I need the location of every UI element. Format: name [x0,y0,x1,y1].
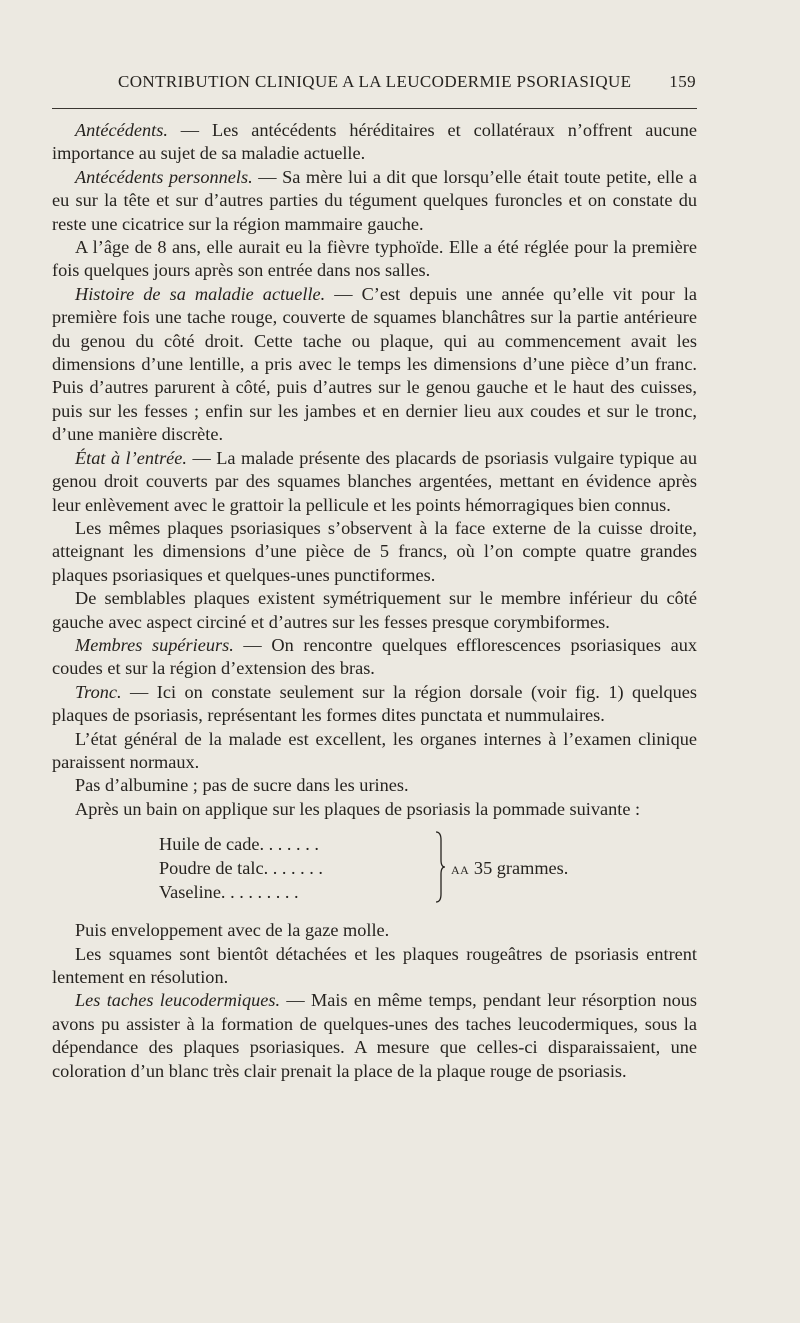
paragraph [52,989,697,1083]
paragraph-text: — Sa mère lui a dit que lorsqu’elle était toute petite, elle a eu sur la tête et sur d’autres parties du tégument quelques furoncles et on constate du reste une cicatrice sur la région mammaire gauche. [52,166,698,234]
paragraph [52,774,697,797]
paragraph [52,447,697,517]
paragraph-lead: Antécédents. [75,120,168,140]
running-head [118,72,696,96]
paragraph-text: A l’âge de 8 ans, elle aurait eu la fièvre typhoïde. Elle a été réglée pour la première fois quelques jours après son entrée dans nos salles. [52,237,697,281]
paragraph-lead: Antécédents personnels. [75,166,253,187]
paragraph-lead: Membres supérieurs. [75,634,234,655]
paragraph-text: Les squames sont bientôt détachées et les plaques rougeâtres de psoriasis entrent lentement en résolution. [52,943,697,987]
paragraph-text: Après un bain on applique sur les plaques de psoriasis la pommade suivante : [75,798,641,819]
paragraph-text: Pas d’albumine ; pas de sucre dans les urines. [75,775,409,796]
paragraph-text: Puis enveloppement avec de la gaze molle. [75,920,390,941]
paragraph-text: L’état général de la malade est excellent, les organes internes à l’examen clinique paraissent normaux. [52,728,697,772]
body-text [52,119,697,1083]
page-number: 159 [669,72,696,91]
paragraph-text: — C’est depuis une année qu’elle vit pour la première fois une tache rouge, couverte de squames blanchâtres sur la partie antérieure du genou du côté droit. Cette tache ou plaque, qui au commencement avait les dimensions d’une lentille, a pris avec le temps les dimensions d’une pièce d’un franc. Puis d’autres parurent à côté, puis d’autres sur le genou gauche et le haut des cuisses, puis sur les fesses ; enfin sur les jambes et en dernier lieu aux coudes et sur le tronc, d’une manière discrète. [52,283,697,445]
formula-quantity-prefix: AA [451,863,470,878]
paragraph [52,728,697,775]
paragraph-text: De semblables plaques existent symétriquement sur le membre inférieur du côté gauche avec aspect circiné et d’autres sur les fesses presque corymbiformes. [52,588,697,632]
paragraph [52,119,697,166]
right-brace-icon [435,830,445,904]
formula-ingredient: Vaseline. . . . . . . . . [159,882,299,903]
paragraph-lead: Les taches leucodermiques. [75,990,281,1011]
running-head-title: CONTRIBUTION CLINIQUE A LA LEUCODERMIE PSORIASIQUE [118,72,632,91]
formula-quantity [451,856,568,882]
paragraph-text: — On rencontre quelques efflorescences psoriasiques aux coudes et sur la région d’extension des bras. [52,634,697,679]
paragraph [52,919,697,942]
paragraph-lead: Tronc. [75,681,122,702]
paragraph [52,283,697,447]
header-rule [52,108,697,109]
formula-quantity-value: 35 grammes. [473,858,569,879]
paragraph-text: — La malade présente des placards de psoriasis vulgaire typique au genou droit couverts par des squames blanches argentées, mettant en évidence après leur enlèvement avec le grattoir la pellicule et les points hémorragiques bien connus. [52,447,697,515]
ointment-formula [159,832,697,910]
paragraph [52,681,697,728]
paragraph [52,943,697,990]
paragraph [52,798,697,821]
paragraph-text: Les mêmes plaques psoriasiques s’observent à la face externe de la cuisse droite, atteignant les dimensions d’une pièce de 5 francs, où l’on compte quatre grandes plaques psoriasiques et quelques-unes punctiformes. [52,517,697,585]
paragraph-lead: État à l’entrée. [75,447,187,468]
paragraph [52,236,697,283]
paragraph-lead: Histoire de sa maladie actuelle. [75,283,326,304]
formula-ingredient: Poudre de talc. . . . . . . [159,858,323,879]
paragraph [52,166,697,236]
paragraph-text: — Ici on constate seulement sur la région dorsale (voir fig. 1) quelques plaques de psoriasis, représentant les formes dites punctata et nummulaires. [52,681,697,726]
paragraph [52,587,697,634]
paragraph [52,517,697,587]
formula-ingredient: Huile de cade. . . . . . . [159,834,319,855]
paragraph-text: — Mais en même temps, pendant leur résorption nous avons pu assister à la formation de quelques-unes des taches leucodermiques, sous la dépendance des plaques psoriasiques. A mesure que celles-ci disparaissaient, une coloration d’un blanc très clair prenait la place de la plaque rouge de psoriasis. [52,990,697,1081]
paragraph-text: — Les antécédents héréditaires et collatéraux n’offrent aucune importance au sujet de sa maladie actuelle. [52,120,697,164]
paragraph [52,634,697,681]
